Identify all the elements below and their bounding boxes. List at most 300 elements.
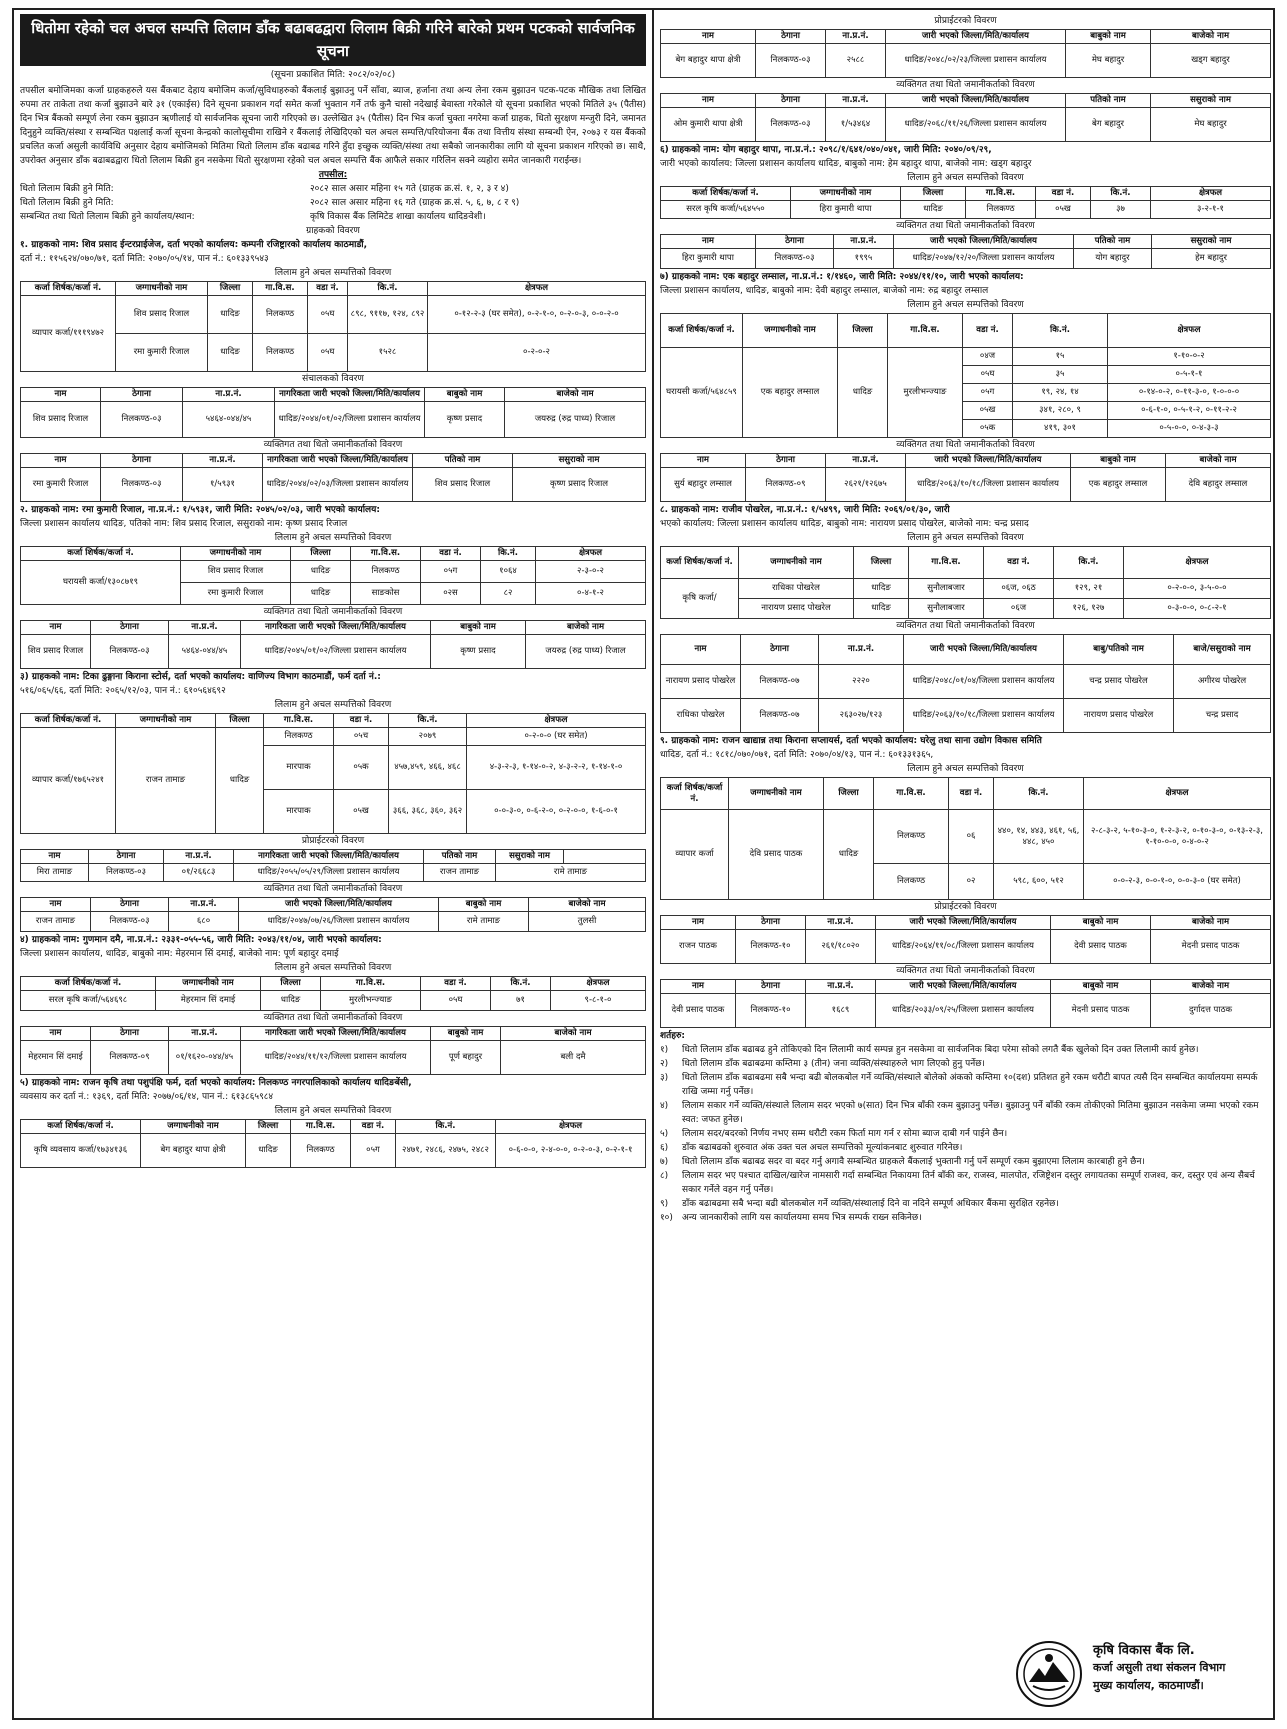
term-number: ८) — [660, 1171, 669, 1181]
table-cell: बेग बहादुर — [1066, 108, 1151, 142]
table-cell: २६१/१८०२० — [806, 930, 876, 964]
bank-department: कर्जा असुली तथा संकलन विभाग — [1093, 1661, 1226, 1674]
col-header: जारी भएको जिल्ला/मिति/कार्यालय — [886, 30, 1066, 44]
keyval-row — [20, 196, 646, 210]
table-cell: ओम कुमारी थापा क्षेत्री — [661, 108, 756, 142]
col-header: बाजेको नाम — [1151, 916, 1271, 930]
table-cell: ०-६-०-०, २-४-०-०, ०-२-०-३, ०-२-१-१ — [496, 1133, 646, 1167]
client-1-director-table — [20, 387, 646, 438]
table-cell: धादिङ/२०४७/१२/२०/जिल्ला प्रशासन कार्यालय — [894, 249, 1074, 269]
table-cell: ०५ग — [351, 1133, 396, 1167]
col-header: नागरिकता जारी भएको जिल्ला/मिति/कार्यालय — [234, 849, 424, 863]
table-cell: ३७ — [1091, 201, 1151, 219]
col-header: नाम — [661, 235, 756, 249]
client-4-line2: जिल्ला प्रशासन कार्यालय, धादिङ, बाबुको नाम: मेहरमान सिं दमाई, बाजेको नाम: पूर्ण बहादुर दमाई — [20, 948, 339, 959]
col-header: ना.प्र.नं. — [183, 387, 275, 401]
client-9-guarantor-table — [660, 979, 1271, 1028]
table-cell: शिव प्रसाद रिजाल — [181, 560, 291, 582]
table-cell: निलकण्ठ — [351, 560, 421, 582]
col-header: बाबुको नाम — [1051, 980, 1151, 994]
client-2-line1: २. ग्राहकको नाम: रमा कुमारी रिजाल, ना.प्र.नं.: १/५९३१, जारी मिति: २०४५/०२/०३, जारी भएको कार्यालय: — [20, 504, 380, 515]
table-cell: धादिङ — [208, 295, 253, 333]
table-cell: धादिङ/२०६४/११/०८/जिल्ला प्रशासन कार्यालय — [876, 930, 1051, 964]
table-cell: ०-४-१-२ — [536, 582, 646, 604]
keyval-row — [20, 182, 646, 196]
table-cell: धादिङ — [854, 599, 909, 619]
col-header: गा.वि.स. — [321, 976, 421, 990]
col-header: जारी भएको जिल्ला/मिति/कार्यालय — [906, 454, 1071, 468]
table-cell: शिव प्रसाद रिजाल — [116, 295, 208, 333]
table-cell: व्यापार कर्जा — [661, 810, 729, 900]
table-cell: ०१/१६२०-०४४/४५ — [169, 1040, 241, 1074]
col-header: गा.वि.स. — [888, 314, 963, 348]
table-cell: १-१०-०-२ — [1108, 348, 1271, 366]
col-header: गा.वि.स. — [874, 778, 949, 810]
col-header: कि.नं. — [348, 281, 428, 295]
client-9-line2: धादिङ, दर्ता नं.: १८१८/०७०/०७१, दर्ता मिति: २०७०/०४/१३, पान नं.: ६०१३३१३६५, — [660, 750, 934, 760]
section-label: लिलाम हुने अचल सम्पत्तिको विवरण — [274, 699, 392, 710]
col-header: बाजे/ससुराको नाम — [1174, 635, 1271, 665]
table-cell: धादिङ — [291, 582, 351, 604]
keyval-value: २०८२ साल असार महिना १६ गते (ग्राहक क्र.सं. ५, ६, ७, ८ र ९) — [310, 197, 520, 208]
table-cell: घरायसी कर्जा/१३०८७१९ — [21, 560, 181, 604]
table-cell: कृष्ण प्रसाद — [431, 634, 526, 668]
col-header: जिल्ला — [208, 281, 253, 295]
table-cell: रमा कुमारी रिजाल — [116, 333, 208, 371]
bank-office: मुख्य कार्यालय, काठमाण्डौं। — [1093, 1679, 1204, 1692]
list-item — [660, 1169, 1271, 1197]
table-cell: निलकण्ठ-१० — [736, 930, 806, 964]
table-cell: धादिङ/२०६८/११/२६/जिल्ला प्रशासन कार्यालय — [886, 108, 1066, 142]
table-cell: २-८-३-२, ५-१०-३-०, १-२-३-२, ०-१०-३-०, ०-१३-२-३, १-१०-०-०, ०-४-०-२ — [1084, 810, 1271, 864]
left-column — [20, 14, 646, 1714]
table-cell: साङकोस — [351, 582, 421, 604]
col-header: क्षेत्रफल — [1084, 778, 1271, 810]
col-header: जिल्ला — [261, 976, 321, 990]
col-header: जग्गाधनीको नाम — [141, 1119, 246, 1133]
table-cell: ०-३-०-०, ०-८-२-१ — [1124, 599, 1271, 619]
client-8-line1: ८. ग्राहकको नाम: राजीव पोखरेल, ना.प्र.नं.: १/५४९९, जारी मिति: २०६९/०१/३०, जारी — [660, 505, 950, 515]
table-cell: धादिङ — [824, 810, 874, 900]
col-header: जग्गाधनीको नाम — [739, 547, 854, 579]
section-label: लिलाम हुने अचल सम्पत्तिको विवरण — [274, 532, 392, 543]
col-header: कर्जा शिर्षक/कर्जा नं. — [661, 778, 729, 810]
table-cell: ०-५-१-१ — [1108, 366, 1271, 384]
col-header: कि.नं. — [396, 1119, 496, 1133]
col-header: बाबुको नाम — [431, 1026, 501, 1040]
col-header: पतिको नाम — [413, 453, 513, 467]
col-header: ना.प्र.नं. — [826, 30, 886, 44]
table-cell: ०-२-०-२ — [428, 333, 646, 371]
table-cell: निलकण्ठ — [874, 810, 949, 864]
table-cell: २४७१, २४८६, २४७५, २४८२ — [396, 1133, 496, 1167]
table-cell: ३४१, २८०, ९ — [1013, 402, 1108, 420]
col-header: क्षेत्रफल — [467, 713, 646, 727]
table-cell: रमा कुमारी रिजाल — [181, 582, 291, 604]
table-cell: नारायण प्रसाद पोखरेल — [739, 599, 854, 619]
section-label: व्यक्तिगत तथा धितो जमानीकर्ताको विवरण — [896, 221, 1035, 231]
table-cell: पूर्ण बहादुर — [431, 1040, 501, 1074]
table-cell: ०-६-१-०, ०-५-१-२, ०-११-२-२ — [1108, 402, 1271, 420]
terms-heading: शर्तहरु: — [660, 1031, 686, 1041]
table-cell: ०५घ — [963, 366, 1013, 384]
col-header: ना.प्र.नं. — [183, 453, 263, 467]
col-header: ठेगाना — [741, 635, 819, 665]
list-item — [660, 1211, 1271, 1225]
col-header: कर्जा शिर्षक/कर्जा नं. — [21, 546, 181, 560]
term-text: लिलाम सदर भए पश्चात दाखिल/खारेज नामसारी गर्दा सम्बन्धित निकायमा तिर्न बाँकी कर, राजस्व, मालपोत, रजिष्ट्रेशन दस्तुर लगायतका सम्पूर्ण राजश्व, कर, दस्तुर एवं अन्य सैबर्च सकार गर्नेले वहन गर्नु पर्नेछ। — [682, 1171, 1255, 1195]
col-header: कि.नं. — [1091, 187, 1151, 201]
table-cell: निलकण्ठ — [966, 201, 1036, 219]
table-cell: ५४६४-०४४/४५ — [169, 634, 241, 668]
table-cell: मेहरमान सिं दमाई — [21, 1040, 91, 1074]
col-header: ना.प्र.नं. — [826, 454, 906, 468]
col-header: जिल्ला — [901, 187, 966, 201]
section-label: व्यक्तिगत तथा धितो जमानीकर्ताको विवरण — [263, 1012, 403, 1023]
col-header: वडा नं. — [421, 976, 491, 990]
table-cell: निलकण्ठ-०७ — [741, 699, 819, 733]
table-cell: सरल कृषि कर्जा/५६४६९८ — [21, 990, 156, 1010]
term-text: डाँक बढाबढमा सबै भन्दा बढी बोलकबोल गर्ने व्यक्ति/संस्थालाई दिने वा नदिने सम्पूर्ण अधिकार बैंकमा सुरक्षित रहनेछ। — [682, 1199, 1059, 1209]
col-header: जग्गाधनीको नाम — [729, 778, 824, 810]
section-label: व्यक्तिगत तथा धितो जमानीकर्ताको विवरण — [896, 621, 1035, 631]
keyval-value: कृषि विकास बैंक लिमिटेड शाखा कार्यालय धादिङवेशी। — [310, 211, 486, 222]
col-header: ससुराको नाम — [496, 849, 564, 863]
client-1-line2: दर्ता नं.: ११५६२४/०७०/७१, दर्ता मिति: २०७०/०५/१४, पान नं.: ६०१३३९५४३ — [20, 253, 269, 264]
col-header — [564, 849, 646, 863]
client-5-asset-table — [20, 1119, 646, 1168]
table-cell: धादिङ/२०३३/०९/२५/जिल्ला प्रशासन कार्यालय — [876, 994, 1051, 1028]
table-cell: सुनौलाबजार — [909, 579, 984, 599]
client-5-proprietor-table — [660, 29, 1271, 78]
notice-page — [12, 8, 1275, 1720]
table-cell: निलकण्ठ — [253, 295, 308, 333]
col-header: कर्जा शिर्षक/कर्जा नं. — [21, 976, 156, 990]
table-cell: ४४०, १४, ४४३, ४६१, ५६, ४४८, ४५० — [994, 810, 1084, 864]
table-cell: निलकण्ठ — [291, 1133, 351, 1167]
col-header: बाजेको नाम — [1166, 454, 1271, 468]
keyval-key: सम्बन्धित तथा धितो लिलाम बिक्री हुने कार्यालय/स्थान: — [20, 211, 195, 222]
table-cell: सुनौलाबजार — [909, 599, 984, 619]
table-cell: धादिङ/२०५५/०५/२९/जिल्ला प्रशासन कार्यालय — [234, 863, 424, 881]
client-6-guarantor-table — [660, 234, 1271, 269]
client-9-proprietor-table — [660, 915, 1271, 964]
term-text: धितो लिलाम डाँक बढाबढमा कम्तिमा ३ (तीन) जना व्यक्ति/संस्थाहरुले भाग लिएको हुनु पर्नेछ। — [682, 1059, 985, 1069]
table-cell: सरल कृषि कर्जा/५६४५५० — [661, 201, 791, 219]
table-cell: नारायण प्रसाद पोखरेल — [661, 665, 741, 699]
table-cell: ०-०-३-०, ०-६-२-०, ०-२-०-०, १-६-०-१ — [467, 789, 646, 833]
table-cell: ०-२-०-०, ३-५-०-० — [1124, 579, 1271, 599]
table-cell: मुरलीभन्ज्याङ — [321, 990, 421, 1010]
term-number: ५) — [660, 1129, 669, 1139]
table-cell: ९-८-१-० — [551, 990, 646, 1010]
client-6-line1: ६) ग्राहकको नाम: योग बहादुर थापा, ना.प्र.नं.: २०९८/१/६४१/०४०/०४१, जारी मिति: २०४०/०९/२९, — [660, 145, 992, 155]
client-8-asset-table — [660, 546, 1271, 619]
col-header: क्षेत्रफल — [1124, 547, 1271, 579]
client-7-guarantor-table — [660, 453, 1271, 502]
table-cell: निलकण्ठ-०३ — [89, 863, 164, 881]
col-header: नागरिकता जारी भएको जिल्ला/मिति/कार्यालय — [241, 620, 431, 634]
col-header: क्षेत्रफल — [536, 546, 646, 560]
intro-paragraph: तपसील बमोजिमका कर्जा ग्राहकहरुले यस बैंकबाट देहाय बमोजिम कर्जा/सुविधाहरुको बैंकलाई बुझाउनु पर्ने साँवा, ब्याज, हर्जाना तथा अन्य लेना रकम बुझाउन पटक-पटक मौखिक तथा लिखित रुपमा तर ताकेता तथा कर्जा बुझाउने बारे ३१ (एकाईस) दिने सूचना प्रकाशन गर्दा समेत कर्जा भुक्तान गर्ने तर्फ कुनै चासो नदेखाई बेवास्ता गरेकोले यो सूचना प्रकाशित भएको मितिले ३५ (पैतीस) दिन भित्र बैंकको सम्पूर्ण लेना रकम बुझाउन ऋणीलाई यो सार्वजनिक सूचना जारी गरिएको छ। उल्लेखित ३५ (पैतीस) दिन भित्र कर्जा चुक्ता नगरेमा कर्जा ग्राहक, धितो सुरक्षण मन्जुरी दिने, जमानत दिनुहुने व्यक्ति/संस्था र सम्बन्धित पक्षलाई कर्जा सूचना केन्द्रको कालोसूचीमा राखिने र बैंकलाई लेखिदिएको चल अचल सम्पत्ति/परियोजना बैंक तथा वित्तीय संस्था सम्बन्धी ऐन, २०७३ र यस बैंकको प्रचलित कर्जा असुली कार्यविधि अनुसार देहाय बमोजिमको मितिमा धितो लिलाम डाँक बढाबढ गरिने हुँदा इच्छुक व्यक्ति/संस्था तथा सबैको जानकारीका लागि यो सूचना प्रकाशन गरिएको छ। साथै, उपरोक्त अनुसार डाँक बढाबढद्वारा धितो लिलाम बिक्री हुन नसकेमा धितो सुरक्षणमा रहेको चल अचल सम्पत्ति बैंक आफैले सकार गरिलिन सक्ने व्यहोरा समेत जानकारी गराईन्छ। — [20, 86, 646, 167]
col-header: गा.वि.स. — [291, 1119, 351, 1133]
table-cell: २६२१/१२६७५ — [826, 468, 906, 502]
client-4-line1: ४) ग्राहकको नाम: गुणमान दमै, ना.प्र.नं.: २३३१-०५५-५६, जारी मिति: २०४३/११/०४, जारी भएको कार्यालय: — [20, 934, 382, 945]
table-cell: मेदनी प्रसाद पाठक — [1151, 930, 1271, 964]
table-cell: खड्ग बहादुर — [1151, 44, 1271, 78]
table-cell: ०-१२-२-३ (घर समेत), ०-२-१-०, ०-२-०-३, ०-०-२-० — [428, 295, 646, 333]
table-cell: ०१/२६६८३ — [164, 863, 234, 881]
table-cell: योग बहादुर — [1074, 249, 1152, 269]
table-cell: धादिङ/२०४५/०१/०२/जिल्ला प्रशासन कार्यालय — [241, 634, 431, 668]
col-header: ना.प्र.नं. — [164, 849, 234, 863]
table-cell: निलकण्ठ-०३ — [756, 249, 834, 269]
col-header: जारी भएको जिल्ला/मिति/कार्यालय — [876, 916, 1051, 930]
table-cell: ५४६४-०४४/४५ — [183, 401, 275, 437]
col-header: ठेगाना — [91, 1026, 169, 1040]
section-label: व्यक्तिगत तथा धितो जमानीकर्ताको विवरण — [263, 439, 403, 450]
col-header: क्षेत्रफल — [496, 1119, 646, 1133]
table-cell: ०५घ — [308, 295, 348, 333]
section-label: ग्राहकको विवरण — [306, 225, 360, 236]
table-cell: दुर्गादत्त पाठक — [1151, 994, 1271, 1028]
keyval-key: धितो लिलाम बिक्री हुने मिति: — [20, 183, 114, 194]
table-cell: २६३०२७/१२३ — [819, 699, 904, 733]
col-header: बाजेको नाम — [501, 1026, 646, 1040]
col-header: गा.वि.स. — [966, 187, 1036, 201]
table-cell: ७१ — [491, 990, 551, 1010]
bank-signature-block — [1015, 1632, 1265, 1710]
col-header: नाम — [661, 94, 756, 108]
section-label: लिलाम हुने अचल सम्पत्तिको विवरण — [274, 962, 392, 973]
table-cell: मिरा तामाङ — [21, 863, 89, 881]
client-5-guarantor-table — [660, 93, 1271, 142]
section-label: लिलाम हुने अचल सम्पत्तिको विवरण — [274, 1105, 392, 1116]
table-cell: निलकण्ठ-०९ — [746, 468, 826, 502]
section-label: प्रोप्राईटरको विवरण — [934, 16, 997, 26]
col-header: ठेगाना — [736, 916, 806, 930]
table-cell: १२६, १२७ — [1054, 599, 1124, 619]
col-header: गा.वि.स. — [253, 281, 308, 295]
bank-logo-icon — [1015, 1640, 1083, 1708]
table-cell: निलकण्ठ — [253, 333, 308, 371]
client-5-line2: व्यवसाय कर दर्ता नं.: १३६९, दर्ता मिति: २०७७/०६/१४, पान नं.: ६१३८६५९८४ — [20, 1091, 274, 1102]
col-header: गा.वि.स. — [351, 546, 421, 560]
col-header: वडा नं. — [963, 314, 1013, 348]
col-header: कि.नं. — [491, 976, 551, 990]
col-header: बाबुको नाम — [439, 897, 529, 911]
table-cell: ०५ख — [334, 789, 389, 833]
table-cell: हिरा कुमारी थापा — [661, 249, 756, 269]
col-header: बाबुको नाम — [1071, 454, 1166, 468]
table-cell: राजन तामाङ — [21, 911, 91, 931]
col-header: ठेगाना — [89, 849, 164, 863]
col-header: कि.नं. — [1013, 314, 1108, 348]
notice-title: धितोमा रहेको चल अचल सम्पत्ति लिलाम डाँक बढाबढद्वारा लिलाम बिक्री गरिने बारेको प्रथम पटकको सार्वजनिक सूचना — [20, 14, 646, 66]
client-3-proprietor-table — [20, 849, 646, 882]
client-6-line2: जारी भएको कार्यालय: जिल्ला प्रशासन कार्यालय धादिङ, बाबुको नाम: हेम बहादुर थापा, बाजेको नाम: खड्ग बहादुर — [660, 159, 1032, 169]
section-label: व्यक्तिगत तथा धितो जमानीकर्ताको विवरण — [263, 606, 403, 617]
col-header: वडा नं. — [421, 546, 481, 560]
col-header: जारी भएको जिल्ला/मिति/कार्यालय — [876, 980, 1051, 994]
client-8-line2: भएको कार्यालय: जिल्ला प्रशासन कार्यालय धादिङ, बाबुको नाम: नारायण प्रसाद पोखरेल, बाजेको नाम: चन्द्र प्रसाद — [660, 519, 1029, 529]
table-cell: ५९८, ६००, ५१२ — [994, 864, 1084, 900]
client-9-asset-table — [660, 777, 1271, 900]
table-cell: १९९५ — [834, 249, 894, 269]
table-cell: धादिङ — [216, 727, 264, 833]
table-cell: ०५ख — [963, 402, 1013, 420]
table-cell: ४-३-२-३, १-१४-०-२, ४-३-२-२, १-१४-१-० — [467, 745, 646, 789]
col-header: बाबु/पतिको नाम — [1064, 635, 1174, 665]
client-1-guarantor-table — [20, 453, 646, 502]
col-header: बाबुको नाम — [431, 620, 526, 634]
table-cell: २-३-०-२ — [536, 560, 646, 582]
section-label: लिलाम हुने अचल सम्पत्तिको विवरण — [907, 533, 1024, 543]
term-text: डाँक बढाबढको शुरुवात अंक उक्त चल अचल सम्पत्तिको मूल्यांकनबाट शुरुवात गरिनेछ। — [682, 1143, 963, 1153]
table-cell: ०५क — [963, 420, 1013, 438]
list-item — [660, 1057, 1271, 1071]
col-header: जग्गाधनीको नाम — [156, 976, 261, 990]
table-cell: ०५क — [334, 745, 389, 789]
col-header: जिल्ला — [246, 1119, 291, 1133]
col-header: ससुराको नाम — [1152, 235, 1271, 249]
table-cell: धादिङ/२०४७/०७/२६/जिल्ला प्रशासन कार्यालय — [239, 911, 439, 931]
table-cell: निलकण्ठ-०९ — [91, 1040, 169, 1074]
col-header: कर्जा शिर्षक/कर्जा नं. — [661, 314, 743, 348]
client-1-asset-table — [20, 281, 646, 372]
table-cell: १/५३४६४ — [826, 108, 886, 142]
table-cell: ०६ — [949, 810, 994, 864]
section-label: लिलाम हुने अचल सम्पत्तिको विवरण — [907, 173, 1024, 183]
col-header: ना.प्र.नं. — [169, 897, 239, 911]
table-cell: धादिङ/२०४८/०२/२३/जिल्ला प्रशासन कार्यालय — [886, 44, 1066, 78]
section-label: संचालकको विवरण — [302, 373, 364, 384]
table-cell: धादिङ — [261, 990, 321, 1010]
col-header: गा.वि.स. — [909, 547, 984, 579]
col-header: बाजेको नाम — [529, 897, 646, 911]
table-cell: १९, २४, १४ — [1013, 384, 1108, 402]
table-cell: एक बहादुर लम्साल — [1071, 468, 1166, 502]
col-header: जिल्ला — [838, 314, 888, 348]
client-2-line2: जिल्ला प्रशासन कार्यालय धादिङ, पतिको नाम: शिव प्रसाद रिजाल, ससुराको नाम: कृष्ण प्रसाद रिजाल — [20, 518, 348, 529]
table-cell: मेघ बहादुर — [1151, 108, 1271, 142]
table-cell: धादिङ — [291, 560, 351, 582]
col-header: कर्जा शिर्षक/कर्जा नं. — [21, 1119, 141, 1133]
table-cell: १/५९३१ — [183, 467, 263, 501]
term-number: २) — [660, 1059, 669, 1069]
table-cell: निलकण्ठ-०३ — [756, 44, 826, 78]
table-cell: राजन तामाङ — [424, 863, 496, 881]
table-cell: १५ — [1013, 348, 1108, 366]
table-cell: धादिङ/२०६३/१०/१८/जिल्ला प्रशासन कार्यालय — [906, 468, 1071, 502]
section-label: प्रोप्राईटरको विवरण — [301, 835, 365, 846]
col-header: ठेगाना — [756, 94, 826, 108]
table-cell: ०५ग — [963, 384, 1013, 402]
client-7-line1: ७) ग्राहकको नाम: एक बहादुर लम्साल, ना.प्र.नं.: १/१४६०, जारी मिति: २०४४/११/१०, जारी भएको कार्यालय: — [660, 272, 1024, 282]
table-cell: कृषि कर्जा/ — [661, 579, 739, 619]
table-cell: देवी प्रसाद पाठक — [1051, 930, 1151, 964]
table-cell: ०५ख — [1036, 201, 1091, 219]
table-cell: धादिङ — [854, 579, 909, 599]
client-4-asset-table — [20, 976, 646, 1011]
col-header: क्षेत्रफल — [428, 281, 646, 295]
col-header: ससुराको नाम — [1151, 94, 1271, 108]
table-cell: मेघ बहादुर — [1066, 44, 1151, 78]
table-cell: ०५घ — [308, 333, 348, 371]
col-header: जग्गाधनीको नाम — [181, 546, 291, 560]
table-cell: बेग बहादुर थापा क्षेत्री — [661, 44, 756, 78]
col-header: वडा नं. — [308, 281, 348, 295]
keyval-value: २०८२ साल असार महिना १५ गते (ग्राहक क्र.सं. १, २, ३ र ४) — [310, 183, 509, 194]
col-header: नाम — [661, 916, 736, 930]
table-cell: ०-२-०-० (घर समेत) — [467, 727, 646, 745]
col-header: कर्जा शिर्षक/कर्जा नं. — [661, 187, 791, 201]
section-label: व्यक्तिगत तथा धितो जमानीकर्ताको विवरण — [896, 80, 1035, 90]
table-cell: ०५च — [334, 727, 389, 745]
table-cell: धादिङ/२०४८/०१/०४/जिल्ला प्रशासन कार्यालय — [904, 665, 1064, 699]
term-number: ४) — [660, 1101, 669, 1111]
table-cell: ०५घ — [421, 990, 491, 1010]
col-header: बाबुको नाम — [425, 387, 505, 401]
table-cell: ०६ज, ०६ठ — [984, 579, 1054, 599]
table-cell: ०-१४-०-२, ०-११-३-०, १-०-०-० — [1108, 384, 1271, 402]
table-cell: देवी प्रसाद पाठक — [661, 994, 736, 1028]
col-header: नागरिकता जारी भएको जिल्ला/मिति/कार्यालय — [241, 1026, 431, 1040]
term-number: १) — [660, 1045, 669, 1055]
col-header: पतिको नाम — [1074, 235, 1152, 249]
client-1-line1: १. ग्राहकको नाम: शिव प्रसाद ईन्टरप्राईजेज, दर्ता भएको कार्यालय: कम्पनी रजिष्ट्रारको कार्यालय काठमाडौं, — [20, 239, 368, 250]
table-cell: धादिङ/२०४४/०२/०३/जिल्ला प्रशासन कार्यालय — [263, 467, 413, 501]
table-cell: एक बहादुर लम्साल — [743, 348, 838, 438]
table-cell: रामे तामाङ — [496, 863, 646, 881]
client-4-guarantor-table — [20, 1026, 646, 1075]
table-cell: शिव प्रसाद रिजाल — [21, 634, 91, 668]
table-cell: चन्द्र प्रसाद पोखरेल — [1064, 665, 1174, 699]
col-header: ना.प्र.नं. — [806, 980, 876, 994]
table-cell: ३-२-१-१ — [1151, 201, 1271, 219]
table-cell: ४१९, ३०१ — [1013, 420, 1108, 438]
term-text: धितो लिलाम डाँक बढाबढ हुने तोकिएको दिन लिलामी कार्य सम्पन्न हुन नसकेमा वा सार्वजनिक बिदा परेमा सोको लगतै बैंक खुलेको दिन उक्त लिलामी कार्य हुनेछ। — [682, 1045, 1199, 1055]
col-header: नाम — [21, 849, 89, 863]
table-cell: मारपाक — [264, 745, 334, 789]
table-cell: राजन पाठक — [661, 930, 736, 964]
table-cell: ८२ — [481, 582, 536, 604]
table-cell: जयरुद्र (रुद्र पाध्य) रिजाल — [526, 634, 646, 668]
col-header: बाजेको नाम — [1151, 30, 1271, 44]
client-2-asset-table — [20, 546, 646, 605]
col-header: नाम — [661, 635, 741, 665]
table-cell: ८९८, ९११७, १२४, ८९२ — [348, 295, 428, 333]
client-2-guarantor-table — [20, 620, 646, 669]
col-header: ठेगाना — [101, 387, 183, 401]
col-header: कर्जा शिर्षक/कर्जा नं. — [21, 281, 116, 295]
table-cell: निलकण्ठ-०३ — [91, 634, 169, 668]
client-3-line1: ३) ग्राहकको नाम: टिका ढुङ्गाना किराना स्टोर्स, दर्ता भएको कार्यालय: वाणिज्य विभाग काठमाडौं, फर्म दर्ता नं.: — [20, 671, 381, 682]
table-cell: धादिङ/२०६३/१०/१८/जिल्ला प्रशासन कार्यालय — [904, 699, 1064, 733]
section-label: लिलाम हुने अचल सम्पत्तिको विवरण — [907, 300, 1024, 310]
client-3-line2: ५१६/०६५/६६, दर्ता मिति: २०६५/१२/०३, पान नं.: ६१०५६४६९२ — [20, 685, 226, 696]
client-7-line2: जिल्ला प्रशासन कार्यालय, धादिङ, बाबुको नाम: देवी बहादुर लम्साल, बाजेको नाम: रुद्र बहादुर लम्साल — [660, 286, 989, 296]
table-cell: जयरुद्र (रुद्र पाध्य) रिजाल — [505, 401, 646, 437]
table-cell: ०६ज — [984, 599, 1054, 619]
col-header: नाम — [661, 30, 756, 44]
col-header: गा.वि.स. — [264, 713, 334, 727]
term-text: लिलाम सकार गर्ने व्यक्ति/संस्थाले लिलाम सदर भएको ७(सात) दिन भित्र बाँकी रकम बुझाउनु पर्नेछ। बुझाउनु पर्ने बाँकी रकम तोकीएको मितिमा बुझाउन नसकेमा जम्मा भएको रकम स्वत: जफत हुनेछ। — [682, 1101, 1259, 1125]
section-label: लिलाम हुने अचल सम्पत्तिको विवरण — [274, 267, 392, 278]
col-header: जिल्ला — [291, 546, 351, 560]
col-header: कि.नं. — [994, 778, 1084, 810]
col-header: जारी भएको जिल्ला/मिति/कार्यालय — [239, 897, 439, 911]
